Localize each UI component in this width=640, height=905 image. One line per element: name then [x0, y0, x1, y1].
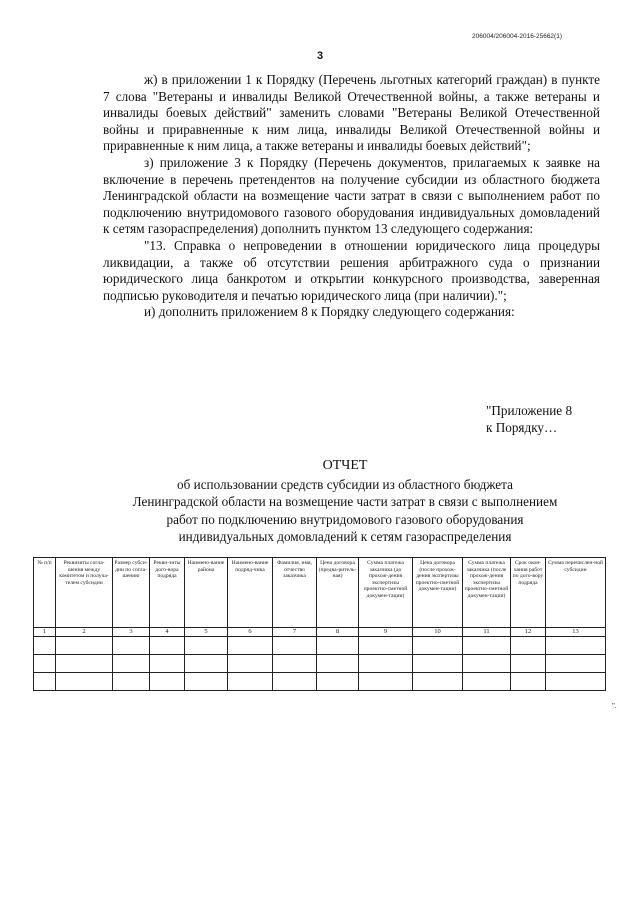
- closing-quote-mark: ".: [612, 702, 617, 710]
- paragraph-item-13: "13. Справка о непроведении в отношении юридического лица процедуры ликвидации, а также об отсутствии решения арбитражного суда о признании юридического лица банкротом и открытии конкурсного производства, заверенная подписью руководителя и печатью юридического лица (при наличии).";: [103, 237, 600, 303]
- table-cell: [228, 655, 273, 673]
- column-header: Сумма платежа заказчика (после прохож-дения экспертизы проектно-сметной докумен-тации): [463, 558, 511, 628]
- table-cell: [273, 673, 317, 691]
- column-header: № п/п: [34, 558, 56, 628]
- table-cell: [359, 673, 413, 691]
- table-cell: [546, 637, 606, 655]
- paragraph-zh: ж) в приложении 1 к Порядку (Перечень льготных категорий граждан) в пункте 7 слова "Ветераны и инвалиды Великой Отечественной войны, а также ветераны и инвалиды боевых действий" заменить словами "Ветераны Великой Отечественной войны и приравненные к ним лица, инвалиды Великой Отечественной войны и приравненные к ним лица, а также ветераны и инвалиды боевых действий";: [103, 72, 600, 154]
- table-cell: [511, 637, 546, 655]
- table-cell: [34, 637, 56, 655]
- table-cell: [413, 655, 463, 673]
- column-header: Цена договора (после прохож-дения экспертизы проектно-сметной докумен-тации): [413, 558, 463, 628]
- report-title: ОТЧЕТ: [322, 458, 368, 473]
- table-cell: [34, 655, 56, 673]
- table-cell: [273, 637, 317, 655]
- table-cell: [511, 655, 546, 673]
- annex-reference: [486, 403, 572, 437]
- column-number: 11: [463, 628, 511, 637]
- table-cell: [317, 673, 359, 691]
- column-header: Сумма платежа заказчика (до прохож-дения экспертизы проектно-сметной докумен-тации): [359, 558, 413, 628]
- document-body: [103, 72, 600, 321]
- column-number: 1: [34, 628, 56, 637]
- column-number: 2: [56, 628, 113, 637]
- column-number: 4: [150, 628, 185, 637]
- table-cell: [113, 655, 150, 673]
- column-number: 7: [273, 628, 317, 637]
- report-subtitle-line-2: Ленинградской области на возмещение части затрат в связи с выполнением: [132, 494, 558, 510]
- column-header: Сумма перечислен-ной субсидии: [546, 558, 606, 628]
- table-cell: [511, 673, 546, 691]
- paragraph-i: и) дополнить приложением 8 к Порядку следующего содержания:: [144, 304, 515, 320]
- table-cell: [463, 673, 511, 691]
- table-cell: [317, 655, 359, 673]
- table-row: [34, 637, 606, 655]
- column-header: Цена договора (предва-ритель-ная): [317, 558, 359, 628]
- report-subtitle-line-1: об использовании средств субсидии из областного бюджета: [177, 477, 513, 493]
- table-cell: [463, 655, 511, 673]
- column-header: Реквизиты согла-шения между комитетом и получа-телем субсидии: [56, 558, 113, 628]
- table-cell: [185, 673, 228, 691]
- column-number: 13: [546, 628, 606, 637]
- table-cell: [546, 655, 606, 673]
- report-subtitle-line-4: индивидуальных домовладений к сетям газораспределения: [178, 528, 512, 544]
- annex-line-1: "Приложение 8: [486, 403, 573, 418]
- table-row: [34, 655, 606, 673]
- column-number: 12: [511, 628, 546, 637]
- column-number: 10: [413, 628, 463, 637]
- table-cell: [56, 637, 113, 655]
- table-cell: [413, 637, 463, 655]
- column-number: 9: [359, 628, 413, 637]
- column-number: 6: [228, 628, 273, 637]
- table-row: [34, 673, 606, 691]
- paragraph-z: з) приложение 3 к Порядку (Перечень документов, прилагаемых к заявке на включение в перечень претендентов на получение субсидии из областного бюджета Ленинградской области на возмещение части затрат в связи с выполнением работ по подключению внутридомового газового оборудования индивидуальных домовладений к сетям газораспределения) дополнить пунктом 13 следующего содержания:: [103, 154, 600, 237]
- table-cell: [273, 655, 317, 673]
- annex-line-2: к Порядку…: [486, 419, 558, 435]
- column-number: 8: [317, 628, 359, 637]
- table-cell: [56, 655, 113, 673]
- table-cell: [185, 637, 228, 655]
- report-subtitle-line-3: работ по подключению внутридомового газового оборудования: [166, 511, 524, 527]
- column-header: Наимено-вание подряд-чика: [228, 558, 273, 628]
- table-cell: [228, 637, 273, 655]
- table-cell: [463, 637, 511, 655]
- column-header: Размер субси-дии по согла-шению: [113, 558, 150, 628]
- table-cell: [317, 637, 359, 655]
- column-header: Срок окон-чания работ по дого-вору подряда: [511, 558, 546, 628]
- table-cell: [150, 655, 185, 673]
- table-cell: [150, 637, 185, 655]
- table-cell: [413, 673, 463, 691]
- column-number-row: [34, 628, 606, 637]
- column-header: Фамилия, имя, отчество заказчика: [273, 558, 317, 628]
- table-cell: [34, 673, 56, 691]
- document-id: 206004/206004-2016-25662(1): [472, 33, 562, 40]
- column-number: 5: [185, 628, 228, 637]
- table-cell: [359, 637, 413, 655]
- table-cell: [359, 655, 413, 673]
- table-cell: [150, 673, 185, 691]
- table-header-row: [34, 558, 606, 628]
- table-cell: [113, 637, 150, 655]
- page-number: 3: [316, 50, 324, 62]
- column-header: Наимено-вание района: [185, 558, 228, 628]
- table-cell: [546, 673, 606, 691]
- table-cell: [228, 673, 273, 691]
- report-table: [33, 557, 606, 691]
- column-number: 3: [113, 628, 150, 637]
- column-header: Рекви-зиты дого-вора подряда: [150, 558, 185, 628]
- table-cell: [113, 673, 150, 691]
- table-cell: [185, 655, 228, 673]
- report-heading: [100, 457, 590, 545]
- table-cell: [56, 673, 113, 691]
